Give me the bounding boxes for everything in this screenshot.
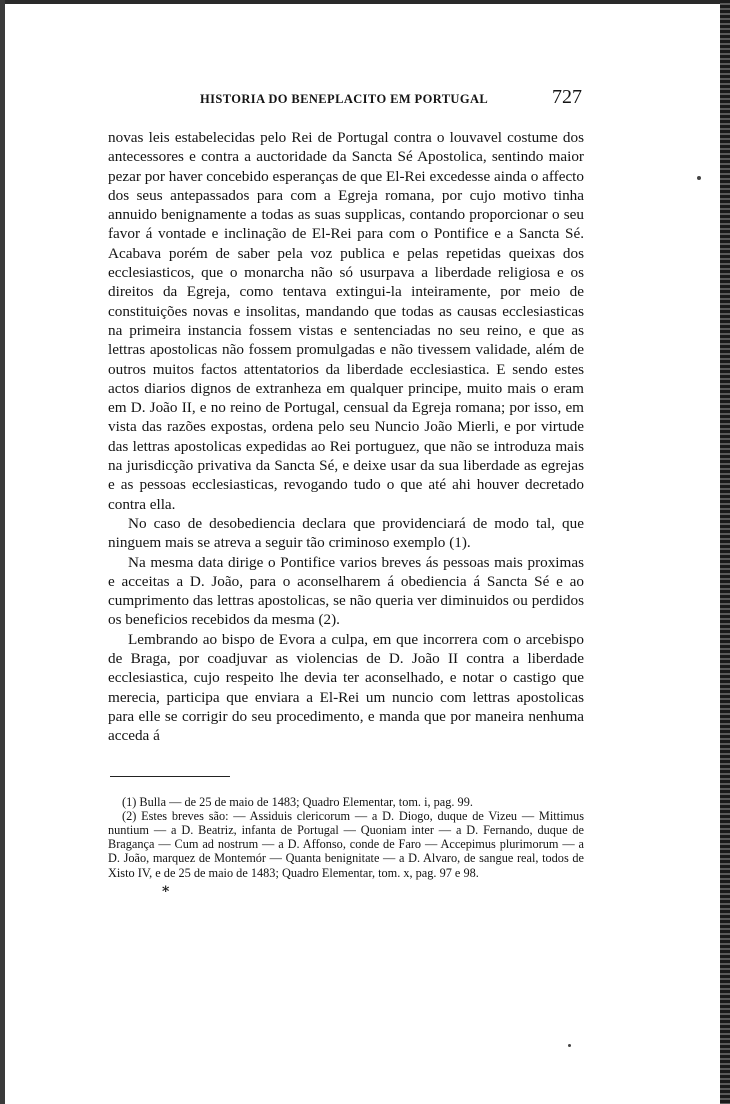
scan-speck bbox=[697, 176, 701, 180]
running-head bbox=[108, 86, 584, 114]
footnotes bbox=[108, 795, 584, 880]
scan-edge-left bbox=[0, 0, 5, 1104]
paragraph: No caso de desobediencia declara que providenciará de modo tal, que ninguem mais se atreva a seguir tão criminoso exemplo (1). bbox=[108, 514, 584, 552]
book-page bbox=[108, 86, 584, 900]
running-title: HISTORIA DO BENEPLACITO EM PORTUGAL bbox=[200, 92, 489, 106]
paragraph: Na mesma data dirige o Pontifice varios breves ás pessoas mais proximas e acceitas a D. João, para o aconselharem á obediencia á Sancta Sé e ao cumprimento das lettras apostolicas, se não queria ver diminuidos ou perdidos os beneficios recebidos da mesma (2). bbox=[108, 553, 584, 629]
scan-speck bbox=[568, 1044, 571, 1047]
signature-mark: * bbox=[162, 883, 170, 900]
footnote: (1) Bulla — de 25 de maio de 1483; Quadro Elementar, tom. i, pag. 99. bbox=[122, 794, 473, 809]
page-number: 727 bbox=[552, 86, 582, 108]
paragraph: Lembrando ao bispo de Evora a culpa, em que incorrera com o arcebispo de Braga, por coadjuvar as violencias de D. João II contra a liberdade ecclesiastica, cujo respeito lhe devia ter aconselhado, e notar o castigo que merecia, participa que enviara a El-Rei um nuncio com lettras apostolicas para elle se corrigir do seu procedimento, e manda que por maneira nenhuma acceda á bbox=[108, 630, 584, 745]
footnote-rule bbox=[110, 776, 230, 777]
scan-edge-top bbox=[0, 0, 730, 4]
paragraph: novas leis estabelecidas pelo Rei de Portugal contra o louvavel costume dos antecessores e contra a auctoridade da Sancta Sé Apostolica, sentindo maior pezar por haver concebido esperanças de que El-Rei excedesse ainda o affecto dos seus antepassados para com a Egreja romana, por cujo motivo tinha annuido benignamente a todas as suas supplicas, contando proporcionar o seu favor á vontade e inclinação de El-Rei para com o Pontifice e a Sancta Sé. Acabava porém de saber pela voz publica e pelas repetidas queixas dos ecclesiasticos, que o monarcha não só usurpava a liberdade religiosa e os direitos da Egreja, como tentava extingui-la inteiramente, por meio de constituições novas e insolitas, mandando que todas as causas ecclesiasticas na primeira instancia fossem vistas e sentenciadas no seu reino, e que as lettras apostolicas não fossem promulgadas e não tivessem validade, além de outros muitos factos attentatorios da liberdade ecclesiastica. E sendo estes actos diarios dignos de extranheza em qualquer principe, muito mais o eram em D. João II, e no reino de Portugal, censual da Egreja romana; por isso, em vista das razões expostas, ordena pelo seu Nuncio João Mierli, e por virtude das lettras apostolicas expedidas ao Rei portuguez, que não se introduza mais na jurisdicção privativa da Sancta Sé, e deixe usar da sua liberdade as egrejas e as pessoas ecclesiasticas, revogando tudo o que até ahi houver decretado contra ella. bbox=[108, 129, 584, 513]
body-text bbox=[108, 128, 584, 746]
scan-edge-right bbox=[720, 0, 730, 1104]
footnote: (2) Estes breves são: — Assiduis clericorum — a D. Diogo, duque de Vizeu — Mittimus nuntium — a D. Beatriz, infanta de Portugal — Quoniam inter — a D. Fernando, duque de Bragança — Cum ad nostrum — a D. Affonso, conde de Faro — Accepimus plurimorum — a D. João, marquez de Montemór — Quanta benignitate — a D. Alvaro, de sangue real, todos de Xisto IV, e de 25 de maio de 1483; Quadro Elementar, tom. x, pag. 97 e 98. bbox=[108, 808, 584, 880]
